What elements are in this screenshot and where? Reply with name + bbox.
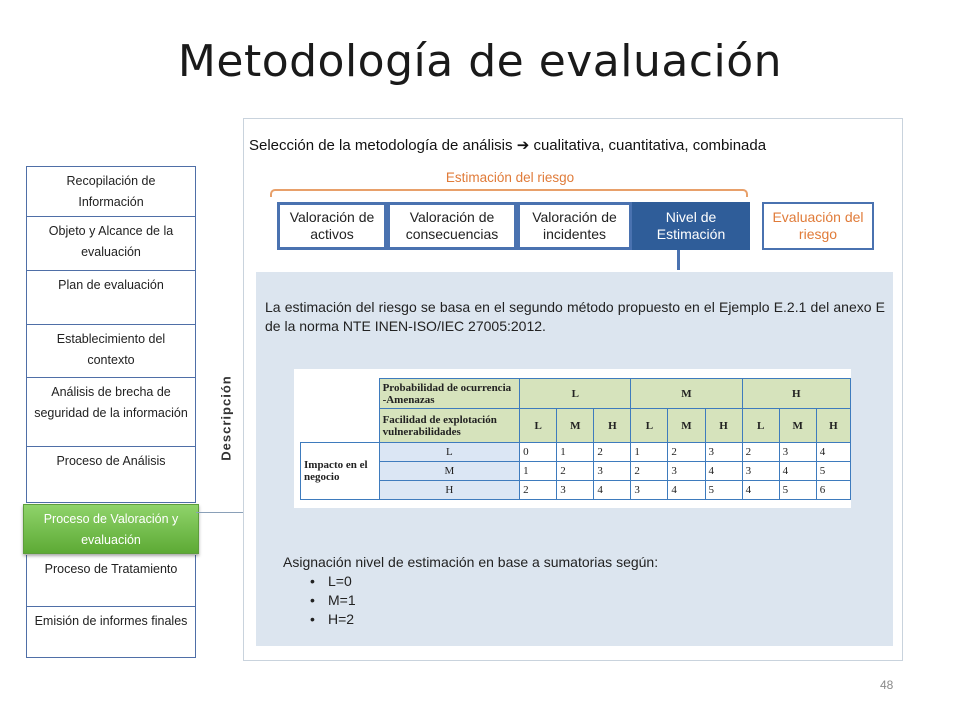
- prob-level: H: [742, 379, 850, 409]
- list-item: • H=2: [328, 610, 356, 629]
- box-valoracion-consecuencias[interactable]: Valoración de consecuencias: [387, 202, 517, 250]
- facility-level: M: [557, 409, 594, 443]
- matrix-cell: 5: [816, 462, 850, 481]
- facility-level: M: [779, 409, 816, 443]
- matrix-cell: 2: [668, 443, 705, 462]
- step-valoracion-evaluacion[interactable]: Proceso de Valoración y evaluación: [23, 504, 199, 554]
- matrix-cell: 4: [779, 462, 816, 481]
- step-analisis-brecha[interactable]: Análisis de brecha de seguridad de la información: [26, 378, 196, 447]
- risk-matrix-image: [294, 369, 851, 508]
- matrix-cell: 3: [668, 462, 705, 481]
- matrix-cell: 3: [779, 443, 816, 462]
- matrix-cell: 2: [742, 443, 779, 462]
- page-title: Metodología de evaluación: [177, 36, 783, 87]
- impact-level: L: [379, 443, 520, 462]
- matrix-cell: 3: [631, 481, 668, 500]
- matrix-cell: 3: [557, 481, 594, 500]
- list-item: • M=1: [328, 591, 356, 610]
- estimation-paragraph: La estimación del riesgo se basa en el segundo método propuesto en el Ejemplo E.2.1 del anexo E de la norma NTE INEN-ISO/IEC 27005:2012.: [265, 299, 885, 334]
- matrix-cell: 3: [594, 462, 631, 481]
- matrix-cell: 3: [705, 443, 742, 462]
- facility-level: L: [520, 409, 557, 443]
- facility-level: H: [816, 409, 850, 443]
- step-plan[interactable]: Plan de evaluación: [26, 271, 196, 325]
- facility-level: L: [742, 409, 779, 443]
- matrix-cell: 2: [557, 462, 594, 481]
- list-item: • L=0: [328, 572, 356, 591]
- prob-level: M: [631, 379, 742, 409]
- matrix-cell: 2: [594, 443, 631, 462]
- step-proceso-analisis[interactable]: Proceso de Análisis: [26, 447, 196, 503]
- box-evaluacion-riesgo[interactable]: Evaluación del riesgo: [762, 202, 874, 250]
- matrix-cell: 1: [631, 443, 668, 462]
- step-connector-line: [196, 512, 243, 513]
- description-label: Descripción: [218, 375, 234, 461]
- arrow-right-icon: ➔: [516, 137, 530, 154]
- matrix-cell: 5: [705, 481, 742, 500]
- facility-header: Facilidad de explotación vulnerabilidades: [379, 409, 520, 443]
- prob-level: L: [520, 379, 631, 409]
- impact-level: M: [379, 462, 520, 481]
- matrix-cell: 4: [816, 443, 850, 462]
- step-informes-finales[interactable]: Emisión de informes finales: [26, 607, 196, 658]
- risk-matrix-table: [300, 378, 851, 500]
- matrix-cell: 2: [520, 481, 557, 500]
- step-recopilacion[interactable]: Recopilación de Información: [26, 166, 196, 217]
- facility-level: L: [631, 409, 668, 443]
- box-valoracion-activos[interactable]: Valoración de activos: [277, 202, 387, 250]
- matrix-cell: 2: [631, 462, 668, 481]
- matrix-cell: 4: [594, 481, 631, 500]
- step-objeto-alcance[interactable]: Objeto y Alcance de la evaluación: [26, 217, 196, 271]
- step-contexto[interactable]: Establecimiento del contexto: [26, 325, 196, 378]
- estimation-label: Estimación del riesgo: [445, 170, 575, 185]
- assignment-text: Asignación nivel de estimación en base a sumatorias según:: [283, 554, 659, 570]
- matrix-cell: 6: [816, 481, 850, 500]
- page-number: 48: [880, 678, 894, 692]
- matrix-cell: 4: [742, 481, 779, 500]
- matrix-cell: 4: [705, 462, 742, 481]
- matrix-cell: 1: [557, 443, 594, 462]
- estimation-bracket: [270, 189, 748, 197]
- matrix-cell: 0: [520, 443, 557, 462]
- matrix-cell: 5: [779, 481, 816, 500]
- facility-level: H: [705, 409, 742, 443]
- process-steps-list: [26, 166, 196, 658]
- assignment-list: [328, 572, 356, 629]
- selection-suffix: cualitativa, cuantitativa, combinada: [533, 137, 767, 154]
- facility-level: M: [668, 409, 705, 443]
- nivel-connector: [677, 250, 680, 270]
- box-nivel-estimacion[interactable]: Nivel de Estimación: [632, 202, 750, 250]
- box-valoracion-incidentes[interactable]: Valoración de incidentes: [517, 202, 632, 250]
- facility-level: H: [594, 409, 631, 443]
- matrix-cell: 3: [742, 462, 779, 481]
- selection-prefix: Selección de la metodología de análisis: [249, 137, 513, 154]
- impact-header: Impacto en el negocio: [301, 443, 380, 500]
- matrix-cell: 1: [520, 462, 557, 481]
- methodology-selection: [249, 136, 904, 154]
- step-tratamiento[interactable]: Proceso de Tratamiento: [26, 555, 196, 607]
- prob-header: Probabilidad de ocurrencia -Amenazas: [379, 379, 520, 409]
- impact-level: H: [379, 481, 520, 500]
- matrix-cell: 4: [668, 481, 705, 500]
